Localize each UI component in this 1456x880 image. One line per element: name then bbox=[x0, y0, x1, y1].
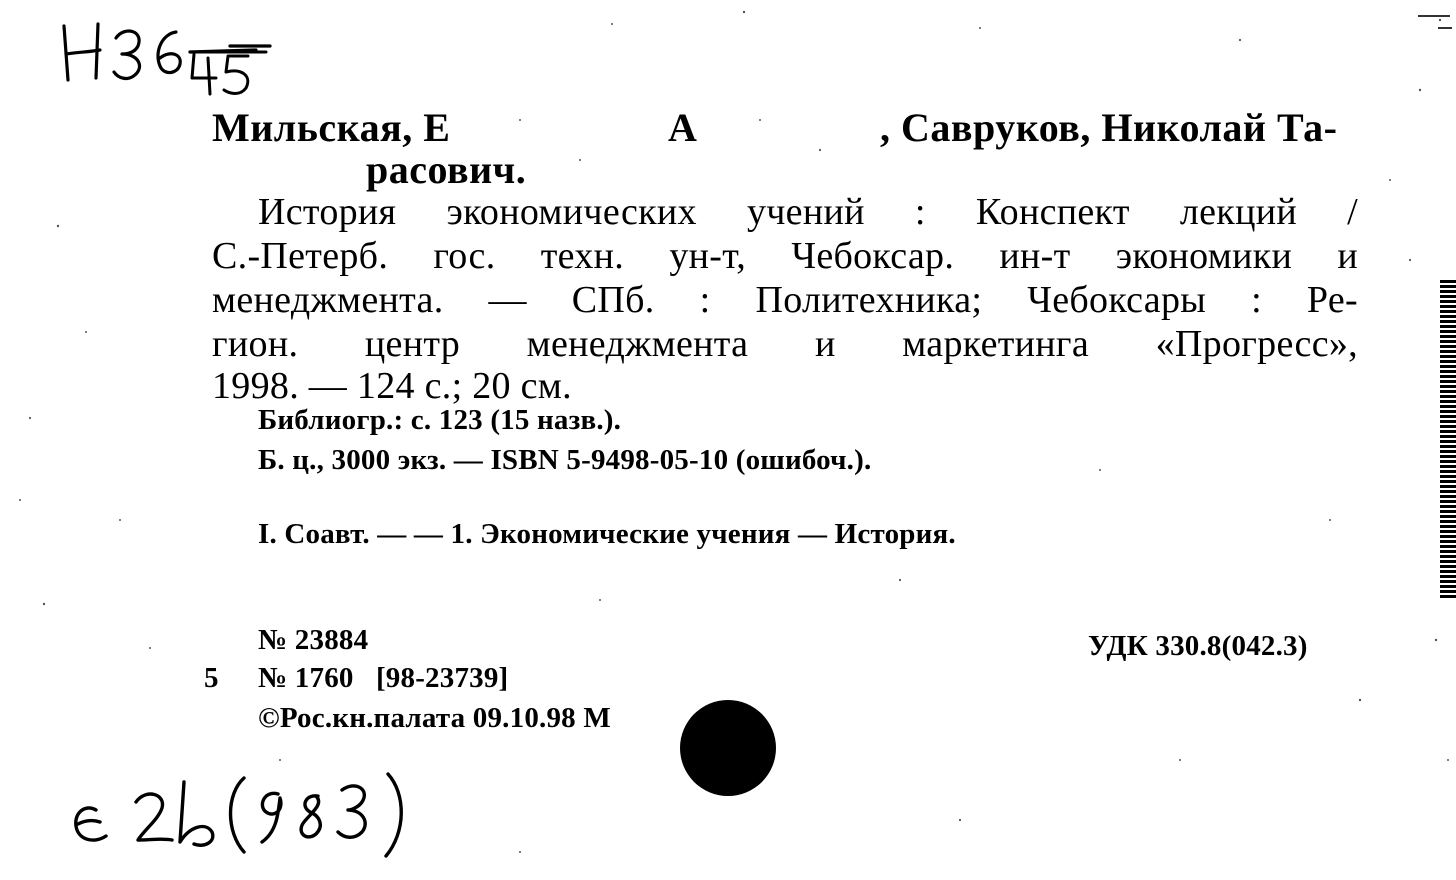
body-line-5: 1998. — 124 с.; 20 см. bbox=[212, 365, 572, 407]
body-line-3: менеджмента. — СПб. : Политехника; Чебоксары : Ре- bbox=[212, 279, 1358, 321]
call-number-fraction-text: 45 bbox=[192, 76, 210, 92]
body-line-2: С.-Петерб. гос. техн. ун-т, Чебоксар. ин-т экономики и bbox=[212, 235, 1358, 277]
title-line bbox=[258, 190, 1358, 234]
udc-code: УДК 330.8(042.3) bbox=[1088, 630, 1308, 662]
body-line-4: гион. центр менеджмента и маркетинга «Прогресс», bbox=[212, 323, 1358, 365]
tracing-line: I. Соавт. — — 1. Экономические учения — История. bbox=[258, 518, 956, 550]
body-line-1: История экономических учений : Конспект лекций / bbox=[258, 191, 1358, 233]
call-number-top-text: Н36 bbox=[60, 59, 101, 83]
body-line-4-wrap bbox=[212, 322, 1358, 366]
body-line-3-wrap bbox=[212, 278, 1358, 322]
price-isbn-note: Б. ц., 3000 экз. — ISBN 5-9498-05-10 (ошибоч.). bbox=[258, 444, 872, 476]
classification-text: с2Ь(983) bbox=[76, 825, 149, 844]
handwritten-call-fraction bbox=[186, 48, 296, 108]
card-prefix-5: 5 bbox=[204, 662, 219, 694]
body-line-2-wrap bbox=[212, 234, 1358, 278]
book-chamber-stamp: ©Рос.кн.палата 09.10.98 М bbox=[258, 702, 611, 734]
bibliography-note: Библиогр.: с. 123 (15 назв.). bbox=[258, 404, 622, 436]
coauthor-name-continued: расович. bbox=[366, 147, 527, 192]
punch-hole bbox=[680, 700, 776, 796]
card-edge-shadow bbox=[1440, 280, 1456, 600]
author-surname: Мильская, Е bbox=[212, 105, 451, 150]
handwritten-classification bbox=[66, 760, 426, 870]
author-initial: А bbox=[668, 105, 698, 150]
card-number-2: № 1760 [98-23739] bbox=[258, 662, 509, 694]
card-number-1: № 23884 bbox=[258, 624, 369, 656]
coauthor-name: , Савруков, Николай Та- bbox=[880, 105, 1338, 150]
